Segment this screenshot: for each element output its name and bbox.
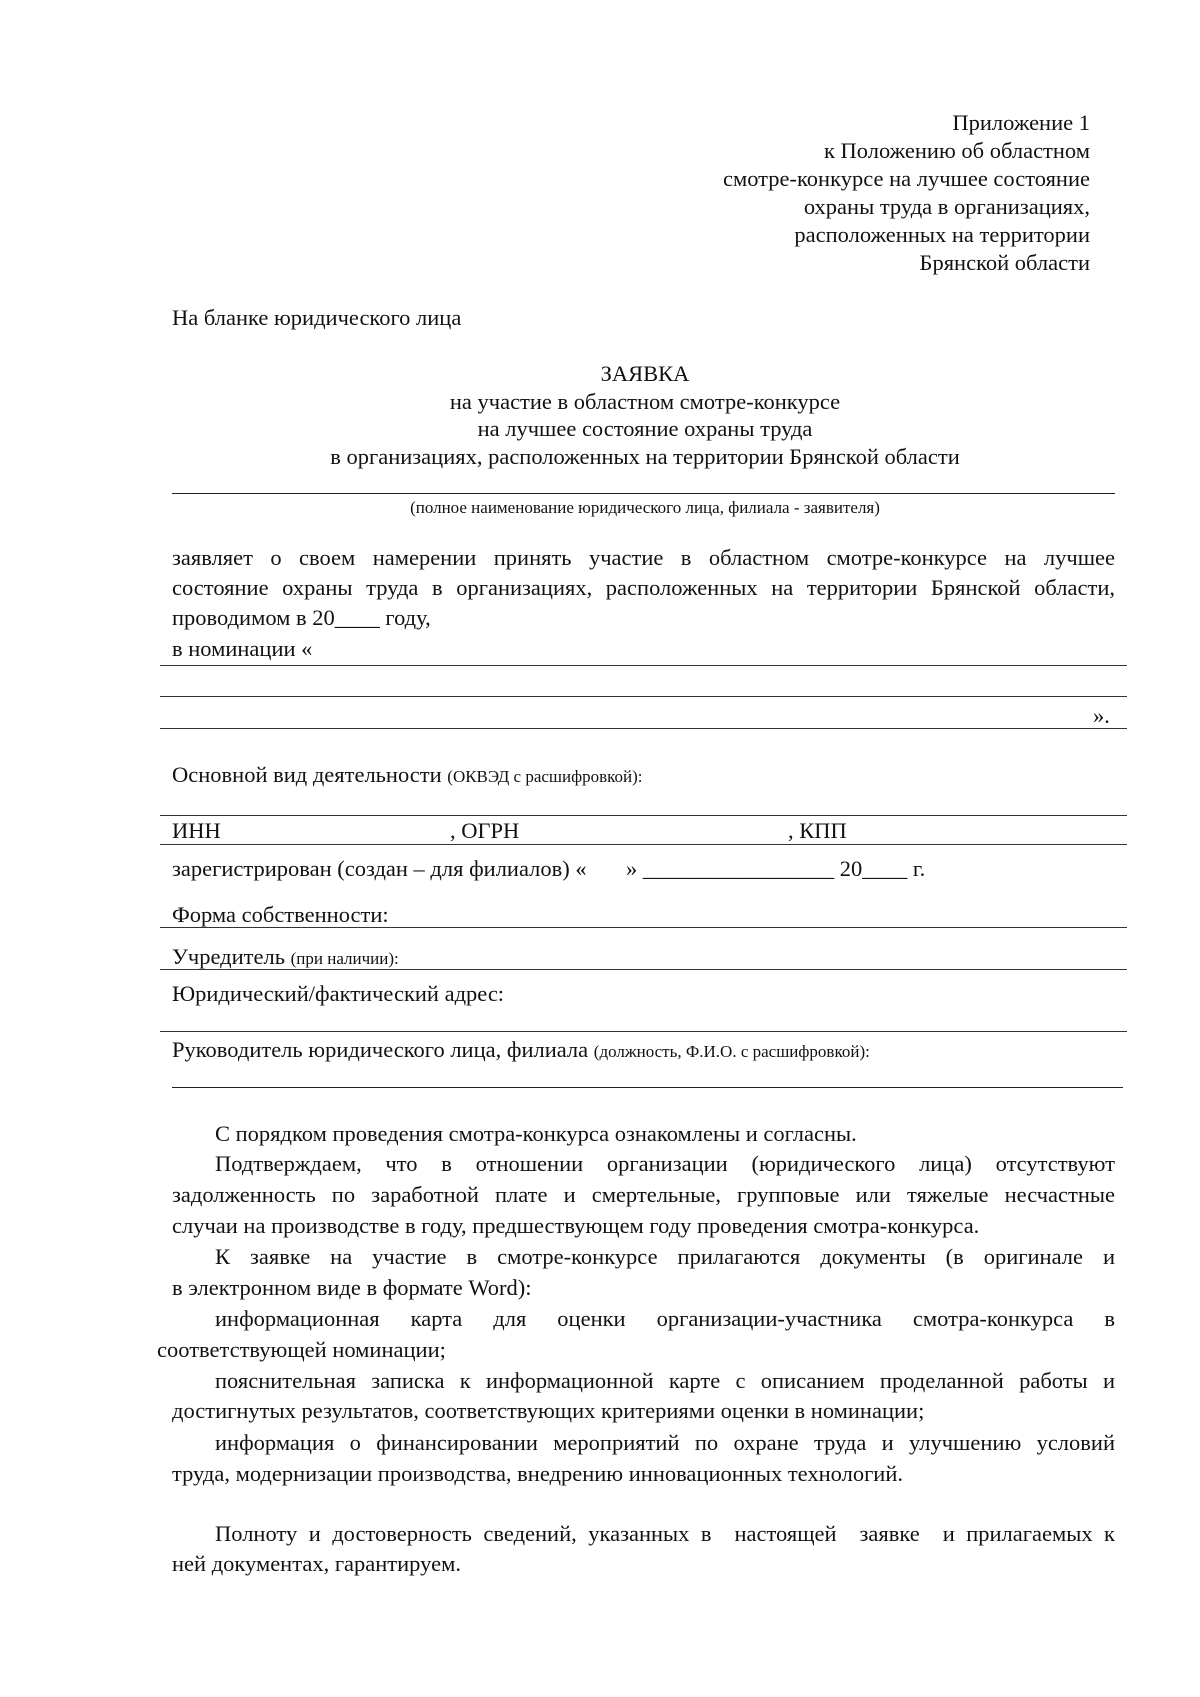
activity-hint: (ОКВЭД с расшифровкой): (447, 767, 643, 786)
paragraph-confirm-1: Подтверждаем, что в отношении организации (юридического лица) отсутствуют (215, 1151, 1115, 1176)
list-item-finance-2: труда, модернизации производства, внедрению инновационных технологий. (172, 1461, 904, 1486)
nomination-line-2 (160, 696, 1127, 697)
inn-line (160, 844, 1127, 845)
paragraph-guarantee-2: ней документах, гарантируем. (172, 1551, 461, 1576)
title-sub-2: на лучшее состояние охраны труда (477, 416, 813, 441)
ownership-line (160, 927, 1127, 928)
activity-label: Основной вид деятельности (172, 762, 442, 787)
ownership-field: Форма собственности: (172, 902, 389, 927)
paragraph-acknowledge: С порядком проведения смотра-конкурса ознакомлены и согласны. (215, 1121, 857, 1146)
head-field (172, 1037, 870, 1063)
appendix-line-1: Приложение 1 (952, 110, 1090, 135)
applicant-name-line (172, 493, 1115, 494)
founder-line (160, 969, 1127, 970)
founder-field (172, 944, 399, 970)
paragraph-attachments-2: в электронном виде в формате Word): (172, 1275, 532, 1300)
appendix-line-4: охраны труда в организациях, (803, 194, 1090, 219)
paragraph-attachments-1: К заявке на участие в смотре-конкурсе прилагаются документы (в оригинале и (215, 1244, 1115, 1269)
activity-line (160, 815, 1127, 816)
statement-line-2: состояние охраны труда в организациях, расположенных на территории Брянской области, (172, 575, 1115, 600)
statement-line-1: заявляет о своем намерении принять участие в областном смотре-конкурсе на лучшее (172, 545, 1115, 570)
statement-line-3: проводимом в 20____ году, (172, 605, 431, 630)
head-hint: (должность, Ф.И.О. с расшифровкой): (593, 1042, 870, 1061)
list-item-note-2: достигнутых результатов, соответствующих критериями оценки в номинации; (172, 1398, 925, 1423)
title-sub-1: на участие в областном смотре-конкурсе (449, 389, 841, 414)
nomination-line-3 (160, 728, 1127, 729)
kpp-label: , КПП (788, 818, 847, 843)
paragraph-guarantee-1: Полноту и достоверность сведений, указанных в настоящей заявке и прилагаемых к (215, 1521, 1115, 1546)
ogrn-label: , ОГРН (450, 818, 520, 843)
title-sub-3: в организациях, расположенных на территории Брянской области (330, 444, 960, 469)
letterhead-note: На бланке юридического лица (172, 305, 462, 330)
nomination-line-1 (160, 665, 1127, 666)
registered-field: зарегистрирован (создан – для филиалов) « » _________________ 20____ г. (172, 856, 926, 881)
title-heading: ЗАЯВКА (600, 361, 690, 386)
address-line (160, 1031, 1127, 1032)
list-item-note-1: пояснительная записка к информационной карте с описанием проделанной работы и (215, 1368, 1115, 1393)
appendix-line-5: расположенных на территории (794, 222, 1090, 247)
list-item-info-card-1: информационная карта для оценки организации-участника смотра-конкурса в (215, 1306, 1115, 1331)
founder-label: Учредитель (172, 944, 285, 969)
address-field: Юридический/фактический адрес: (172, 981, 505, 1006)
appendix-line-2: к Положению об областном (823, 138, 1090, 163)
list-item-finance-1: информация о финансировании мероприятий по охране труда и улучшению условий (215, 1430, 1115, 1455)
applicant-caption: (полное наименование юридического лица, филиала - заявителя) (410, 498, 880, 517)
list-item-info-card-2: соответствующей номинации; (157, 1337, 446, 1362)
head-line (172, 1087, 1123, 1088)
paragraph-confirm-2: задолженность по заработной плате и смертельные, групповые или тяжелые несчастные (172, 1182, 1115, 1207)
paragraph-confirm-3: случаи на производстве в году, предшествующем году проведения смотра-конкурса. (172, 1213, 980, 1238)
nomination-label: в номинации « (172, 636, 313, 661)
activity-field (172, 762, 643, 788)
appendix-line-3: смотре-конкурсе на лучшее состояние (722, 166, 1090, 191)
head-label: Руководитель юридического лица, филиала (172, 1037, 589, 1062)
founder-hint: (при наличии): (290, 949, 399, 968)
inn-label: ИНН (172, 818, 221, 843)
nomination-close: ». (1093, 703, 1110, 728)
appendix-line-6: Брянской области (919, 250, 1090, 275)
